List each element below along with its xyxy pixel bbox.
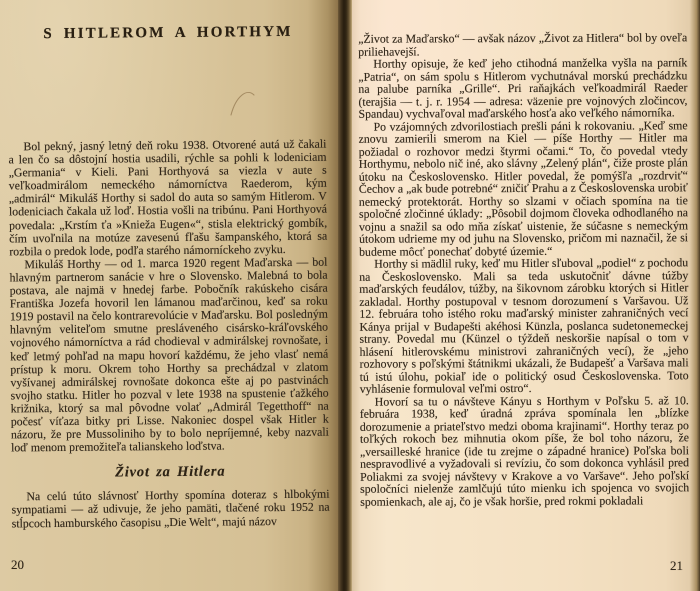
page-number-left: 20	[11, 557, 24, 572]
left-page	[0, 0, 338, 591]
chapter-title: S HITLEROM A HORTHYM	[43, 23, 293, 43]
paragraph: Hovorí sa tu o návšteve Kányu s Horthym v Poľsku 5. až 10. februára 1938, keď úradná zpráva spomínala len „blízke dorozumenie a priateľstvo medzi oboma krajinami“. Horthy teraz po toľkých rokoch bez mihnutia okom píše, že bol toho názoru, že „versailleské hranice (ide tu zrejme o západné hranice) Poľska boli nespravodlivé a vyžadovali si revíziu, čo som dokonca vyhlásil pred Poliakmi za svojej návštevy v Krakove a vo Varšave“. Jeho poľskí spoločníci nielenže zamlčujú túto mienku ich spojenca vo svojich spomienkach, ale aj, čo je však horšie, pred rokmi pokladali	[359, 392, 690, 509]
section-heading: Život za Hitlera	[115, 463, 226, 481]
paragraph: Horthy si mädlil ruky, keď mu Hitler sľuboval „podiel“ z pochodu na Československo. Mali sa teda uskutočniť dávne túžby maďarských feudálov, túžby, na šikovnom zárobku ktorých si Hitler zakladal. Horthy postupoval v tesnom dorozumení s Varšavou. Už 12. februára toho istého roku maďarský minister zahraničných vecí Kánya prijal v Budapešti akéhosi Künzla, poslanca sudetonemeckej strany. Povedal mu (Künzel o týždeň neskoršie napísal o tom v hlásení hitlerovskému ministrovi zahraničných vecí), že „jeho rozhovory s poľskými štátnikmi ukázali, že Budapešť a Varšava mali tú istú úlohu, pokiaľ ide o politický osud Československa. Toto vyhlásenie formuloval veľmi ostro“.	[359, 255, 689, 396]
paragraph: „Život za Maďarsko“ — avšak názov „Život za Hitlera“ bol by oveľa priliehavejší.	[358, 30, 688, 59]
paragraph: Mikuláš Horthy — od 1. marca 1920 regent Maďarska — bol hlavným partnerom sanácie v hre o Slovensko. Malebná to bola postava, ale najmä v hnedej farbe. Pobočník rakúskeho cisára Františka Jozefa hovoril len lámanou maďarčinou, keď sa roku 1919 postavil na čelo kontrarevolúcie v Maďarsku. Bol posledným hlavným veliteľom smutne presláveného cisársko-kráľovského vojnového námorníctva a rád chodieval v admirálskej rovnošate, i keď letmý pohľad na mapu hovorí každému, že jeho vlasť nemá prístup k moru. Okrem toho Horthy sa prechádzal v zlatom vyšívanej admirálskej rovnošate dokonca ešte aj po pastvinách svojho statku. Hitler ho pozval v lete 1938 na spustenie ťažkého križnika, ktorý sa mal pôvodne volať „Admirál Tegetthoff“ na počesť víťaza bitky pri Lisse. Nakoniec dospel však Hitler k názoru, že pre Mussoliniho by to bolo nepríjemné, keby nazvali loď menom premožiteľa talianskeho loďstva.	[9, 254, 329, 455]
right-page	[352, 0, 700, 591]
right-page-content	[358, 31, 691, 507]
paragraph: Na celú túto slávnosť Horthy spomína doteraz s hlbokými sympatiami — až udivuje, že jeho pamäti, tlačené roku 1952 na stĺpcoch hamburského časopisu „Die Welt“, majú názov	[11, 486, 330, 530]
paragraph: Horthy opisuje, že keď jeho ctihodná manželka vyšla na parník „Patria“, on sám spolu s Hitlerom vychutnával morskú prechádzku na palube parníka „Grille“. Pri raňajkách veľkoadmirál Raeder (terajšia — t. j. r. 1954 — adresa: väzenie pre vojnových zločincov, Spandau) vychvaľoval maďarského hosťa ako veľkého námorníka.	[358, 55, 688, 121]
page-number-right: 21	[670, 558, 683, 573]
paragraph: Bol pekný, jasný letný deň roku 1938. Otvorené autá už čakali a len čo sa dôstojní hostia usadili, rýchle sa pohli k lodeniciam „Germania“ v Kieli. Pani Horthyová sa viezla v aute s veľkoadmirálom nemeckého námorníctva Raederom, kým „admirál“ Mikuláš Horthy si sadol do auta so samým Hitlerom. V lodeniciach čakala už loď. Hostia vošli na tribúnu. Pani Horthyová povedala: „Krstím ťa »Knieža Eugen«“, stisla elektrický gombík, čím uvoľnila na motúze zavesenú fľašu šampanského, ktorá sa rozbila o predok lode, podľa starého námorníckeho zvyku.	[8, 136, 328, 259]
right-page-body	[358, 31, 691, 507]
page-gutter	[338, 0, 352, 591]
left-page-content	[7, 0, 333, 530]
paragraph: Po vzájomných zdvorilostiach prešli páni k rokovaniu. „Keď sme znovu zamierili smerom na Kiel — píše Horthy — Hitler ma požiadal o rozhovor medzi štyrmi očami.“ To, čo povedal vtedy Horthymu, nebolo nič iné, ako slávny „Zelený plán“, čiže proste plán útoku na Československo. Hitler povedal, že pomýšľa „rozdrviť“ Čechov a „ak bude potrebné“ zničiť Prahu a z Československa urobiť nemecký protektorát. Horthy so slzami v očiach spomína na tie spoločné zločinné úklady: „Pôsobil dojmom človeka odhodlaného na vojnu a snažil sa odo mňa získať uistenie, že súčasne s nemeckým útokom udrieme my od juhu na Slovensko, pričom mi naznačil, že si budeme môcť ponechať dobyté územie.“	[358, 117, 689, 259]
left-page-body	[8, 138, 332, 530]
